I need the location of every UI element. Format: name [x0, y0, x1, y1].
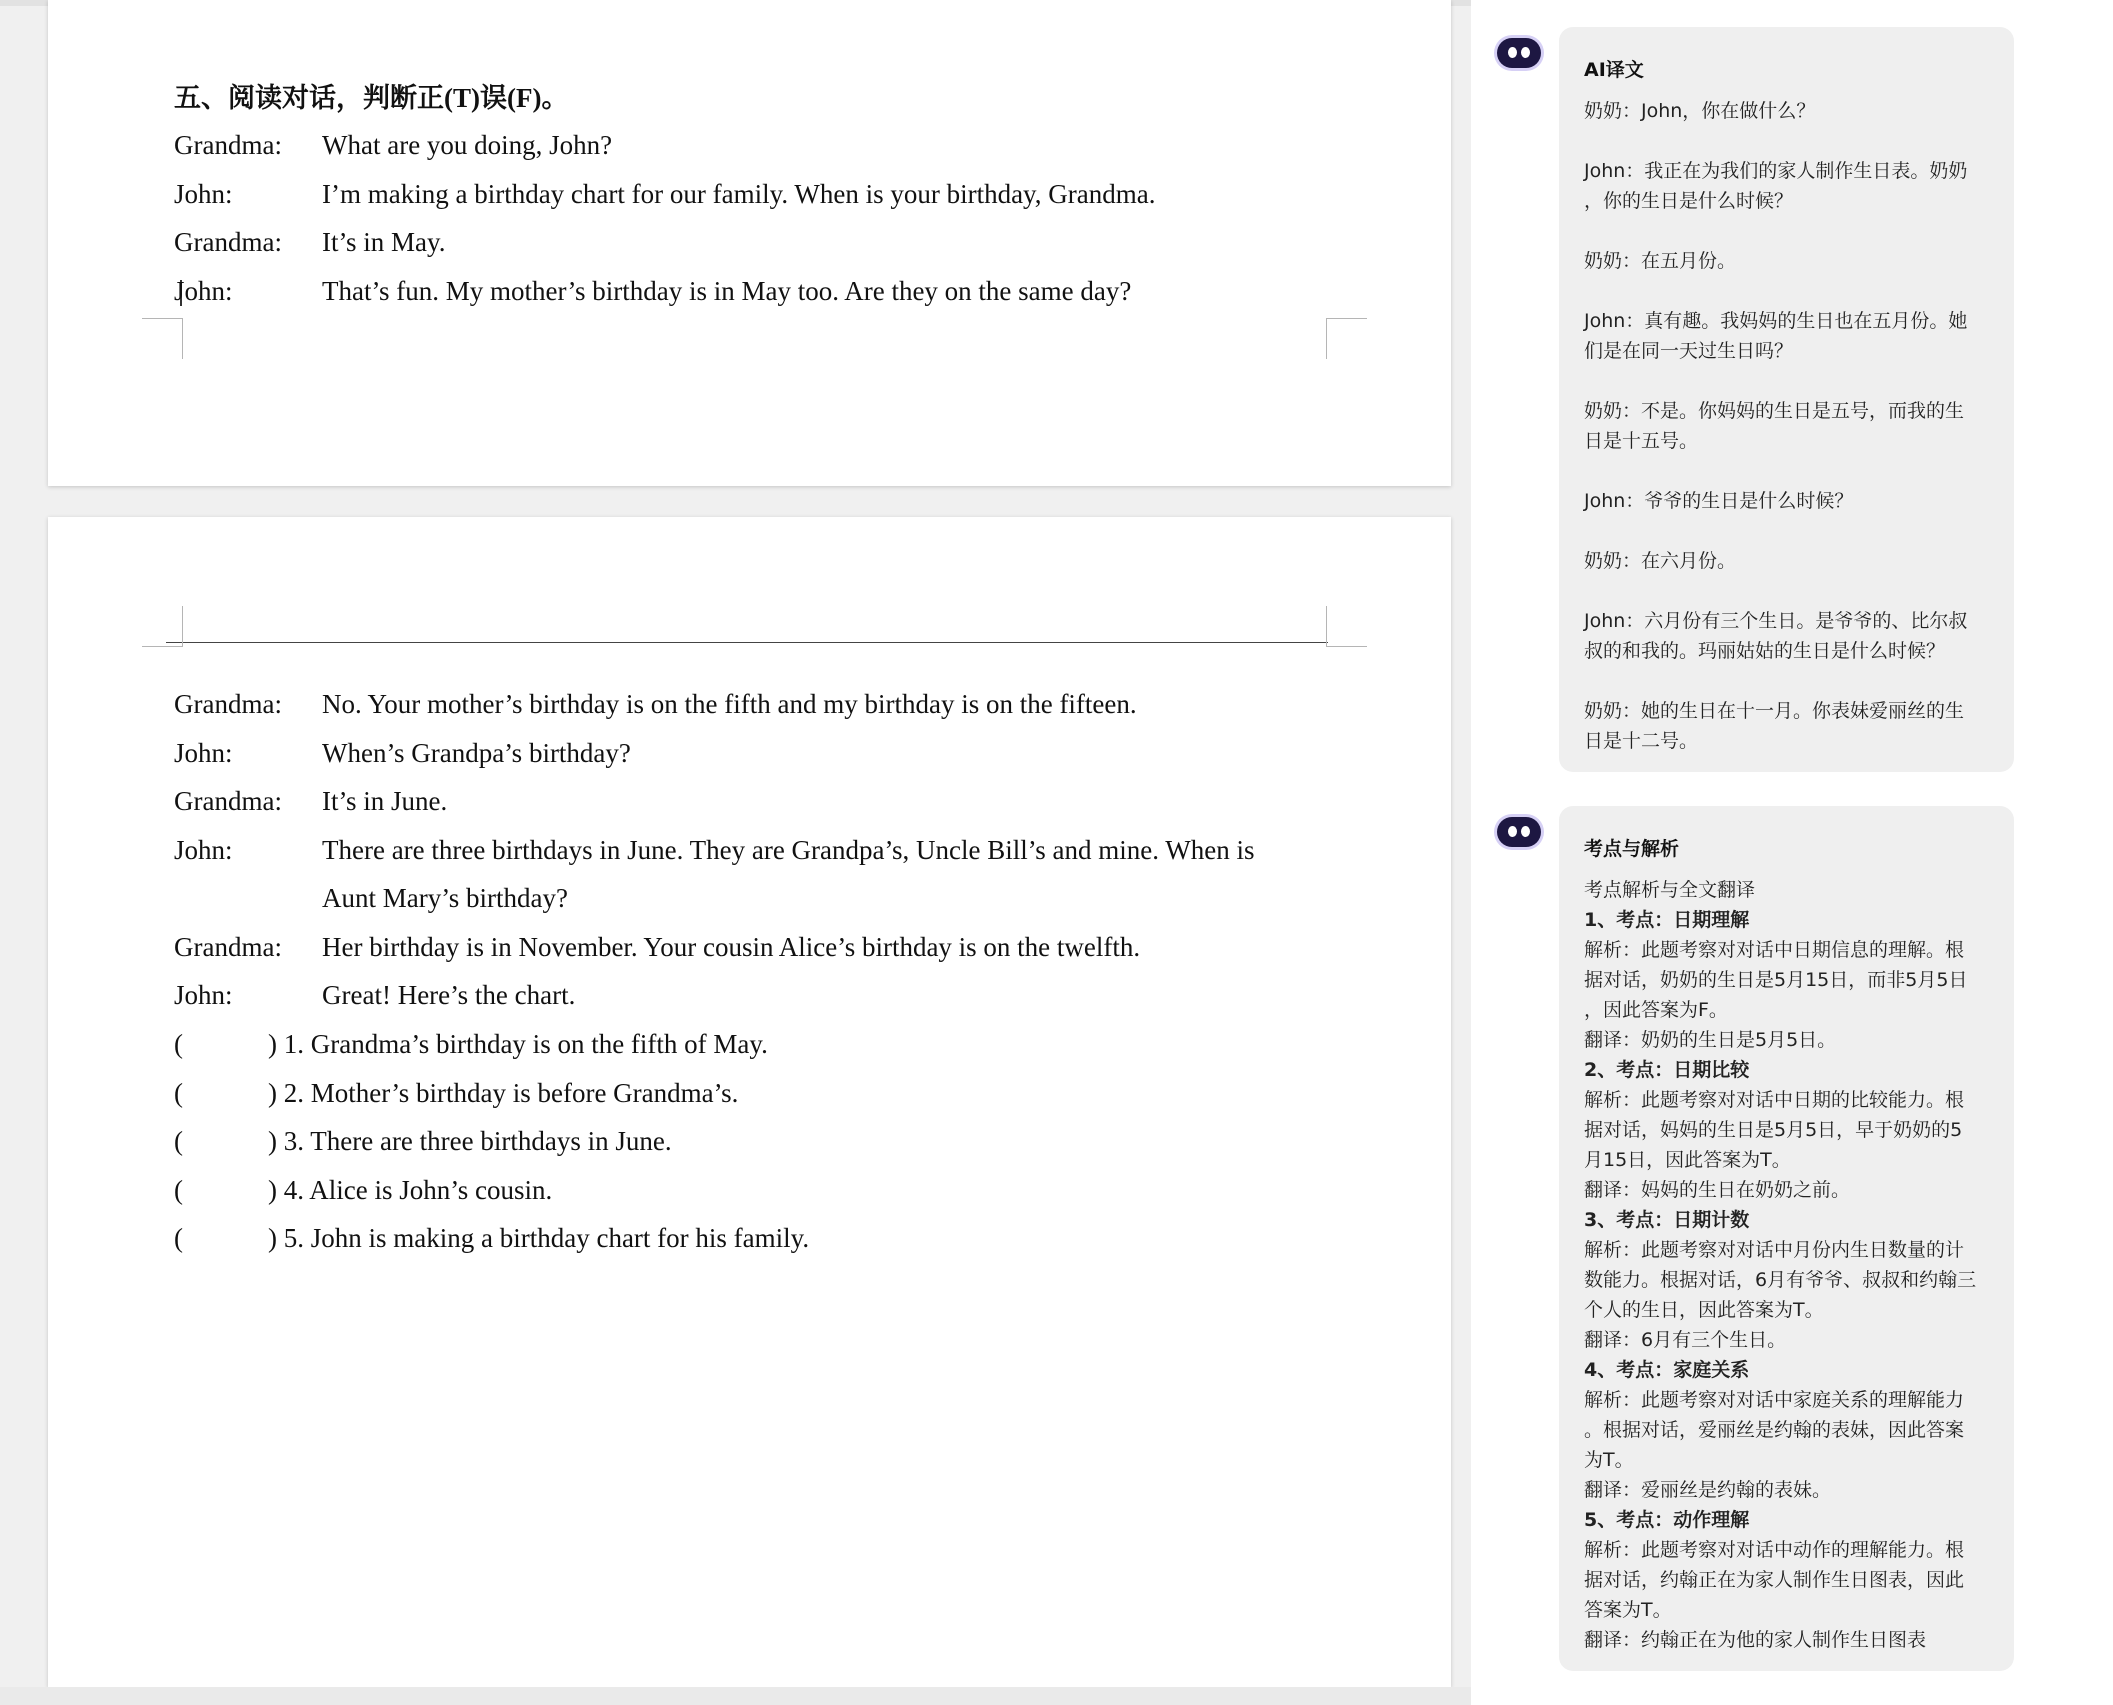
speaker-label: Grandma:: [174, 130, 282, 160]
analysis-text: 解析：此题考察对对话中日期信息的理解。根 据对话，奶奶的生日是5月15日，而非5月5日 ，因此答案为F。: [1584, 939, 1968, 1021]
ai-bot-avatar-icon: [1497, 34, 1543, 74]
document-page-2[interactable]: [48, 517, 1451, 1687]
speaker-label: John:: [174, 980, 233, 1010]
speaker-label: John:: [174, 275, 233, 306]
analysis-text: 翻译：妈妈的生日在奶奶之前。: [1584, 1179, 1851, 1201]
analysis-text: 翻译：奶奶的生日是5月5日。: [1584, 1029, 1837, 1051]
analysis-point-heading: 4、考点：家庭关系: [1584, 1359, 1750, 1381]
document-page-1[interactable]: [48, 0, 1451, 486]
dialogue-line[interactable]: [174, 177, 1156, 226]
dialogue-text[interactable]: That’s fun. My mother’s birthday is in May too. Are they on the same day?: [322, 275, 1132, 306]
translation-paragraph: John：真有趣。我妈妈的生日也在五月份。她 们是在同一天过生日吗？: [1584, 310, 1968, 362]
analysis-point-heading: 3、考点：日期计数: [1584, 1209, 1750, 1231]
analysis-text: 翻译：6月有三个生日。: [1584, 1329, 1787, 1351]
translation-card-title: AI译文: [1584, 59, 1644, 81]
answer-blank-open[interactable]: (: [174, 1077, 183, 1108]
exercise-heading: 五、阅读对话，判断正(T)误(F)。: [174, 83, 569, 113]
question-text[interactable]: ) 2. Mother’s birthday is before Grandma’s.: [268, 1077, 739, 1108]
speaker-label: Grandma:: [174, 689, 282, 719]
dialogue-text[interactable]: It’s in June.: [322, 786, 448, 816]
bottom-strip: [0, 1687, 1493, 1705]
speaker-label: John:: [174, 834, 233, 865]
analysis-card-title: 考点与解析: [1584, 838, 1680, 860]
analysis-text: 考点解析与全文翻译: [1584, 879, 1756, 901]
translation-body: [1584, 96, 1996, 756]
analysis-text: 解析：此题考察对对话中家庭关系的理解能力 。根据对话，爱丽丝是约翰的表妹，因此答案 为T。: [1584, 1389, 1965, 1471]
answer-blank-open[interactable]: (: [174, 1029, 183, 1059]
analysis-text: 解析：此题考察对对话中月份内生日数量的计 数能力。根据对话，6月有爷爷、叔叔和约翰三 个人的生日，因此答案为T。: [1584, 1239, 1977, 1321]
crop-mark: [142, 606, 183, 647]
dialogue-line[interactable]: [174, 128, 613, 177]
crop-mark: [1326, 318, 1367, 359]
question-text[interactable]: ) 4. Alice is John’s cousin.: [268, 1174, 553, 1205]
translation-paragraph: 奶奶：在五月份。: [1584, 250, 1737, 272]
dialogue-line[interactable]: [174, 274, 1132, 323]
analysis-point-heading: 1、考点：日期理解: [1584, 909, 1750, 931]
answer-blank-open[interactable]: (: [174, 1126, 183, 1156]
speaker-label: Grandma:: [174, 786, 282, 816]
question-text[interactable]: ) 1. Grandma’s birthday is on the fifth of May.: [268, 1029, 768, 1059]
translation-paragraph: John：六月份有三个生日。是爷爷的、比尔叔 叔的和我的。玛丽姑姑的生日是什么时候？: [1584, 610, 1968, 662]
answer-blank-open[interactable]: (: [174, 1174, 183, 1205]
crop-mark: [1326, 606, 1367, 647]
translation-paragraph: 奶奶：在六月份。: [1584, 550, 1737, 572]
dialogue-text[interactable]: There are three birthdays in June. They are Grandpa’s, Uncle Bill’s and mine. When is: [322, 834, 1255, 865]
dialogue-text[interactable]: It’s in May.: [322, 227, 446, 257]
analysis-body: [1584, 875, 1996, 1655]
speaker-label: Grandma:: [174, 931, 282, 962]
answer-blank-open[interactable]: (: [174, 1223, 183, 1253]
dialogue-line[interactable]: [174, 225, 446, 274]
analysis-text: 翻译：爱丽丝是约翰的表妹。: [1584, 1479, 1832, 1501]
translation-paragraph: 奶奶：她的生日在十一月。你表妹爱丽丝的生 日是十二号。: [1584, 700, 1965, 752]
speaker-label: John:: [174, 737, 233, 768]
dialogue-text[interactable]: No. Your mother’s birthday is on the fifth and my birthday is on the fifteen.: [322, 689, 1137, 719]
dialogue-text[interactable]: Aunt Mary’s birthday?: [322, 883, 568, 913]
question-text[interactable]: ) 3. There are three birthdays in June.: [268, 1126, 672, 1156]
translation-paragraph: John：我正在为我们的家人制作生日表。奶奶 ，你的生日是什么时候？: [1584, 160, 1968, 212]
dialogue-text[interactable]: What are you doing, John?: [322, 130, 613, 160]
dialogue-text[interactable]: I’m making a birthday chart for our family. When is your birthday, Grandma.: [322, 178, 1156, 209]
analysis-text: 翻译：约翰正在为他的家人制作生日图表: [1584, 1629, 1927, 1651]
ai-side-panel: [1471, 0, 2113, 1705]
speaker-label: John:: [174, 178, 233, 209]
analysis-text: 解析：此题考察对对话中动作的理解能力。根 据对话，约翰正在为家人制作生日图表，因此 答案为T。: [1584, 1539, 1965, 1621]
dialogue-text[interactable]: Her birthday is in November. Your cousin Alice’s birthday is on the twelfth.: [322, 931, 1141, 962]
dialogue-text[interactable]: When’s Grandpa’s birthday?: [322, 737, 631, 768]
translation-card: [1559, 27, 2014, 772]
analysis-card: [1559, 806, 2014, 1671]
ai-bot-avatar-icon: [1497, 813, 1543, 853]
translation-paragraph: John：爷爷的生日是什么时候？: [1584, 490, 1854, 512]
question-text[interactable]: ) 5. John is making a birthday chart for his family.: [268, 1223, 810, 1253]
header-rule: [166, 642, 1328, 643]
analysis-point-heading: 5、考点：动作理解: [1584, 1509, 1750, 1531]
analysis-text: 解析：此题考察对对话中日期的比较能力。根 据对话，妈妈的生日是5月5日，早于奶奶的5 月15日，因此答案为T。: [1584, 1089, 1965, 1171]
dialogue-text[interactable]: Great! Here’s the chart.: [322, 980, 576, 1010]
dialogue-lines-page-1: [174, 128, 1156, 322]
analysis-point-heading: 2、考点：日期比较: [1584, 1059, 1750, 1081]
translation-paragraph: 奶奶：不是。你妈妈的生日是五号，而我的生 日是十五号。: [1584, 400, 1965, 452]
translation-paragraph: 奶奶：John，你在做什么？: [1584, 100, 1816, 122]
crop-mark: [142, 318, 183, 359]
speaker-label: Grandma:: [174, 227, 282, 257]
